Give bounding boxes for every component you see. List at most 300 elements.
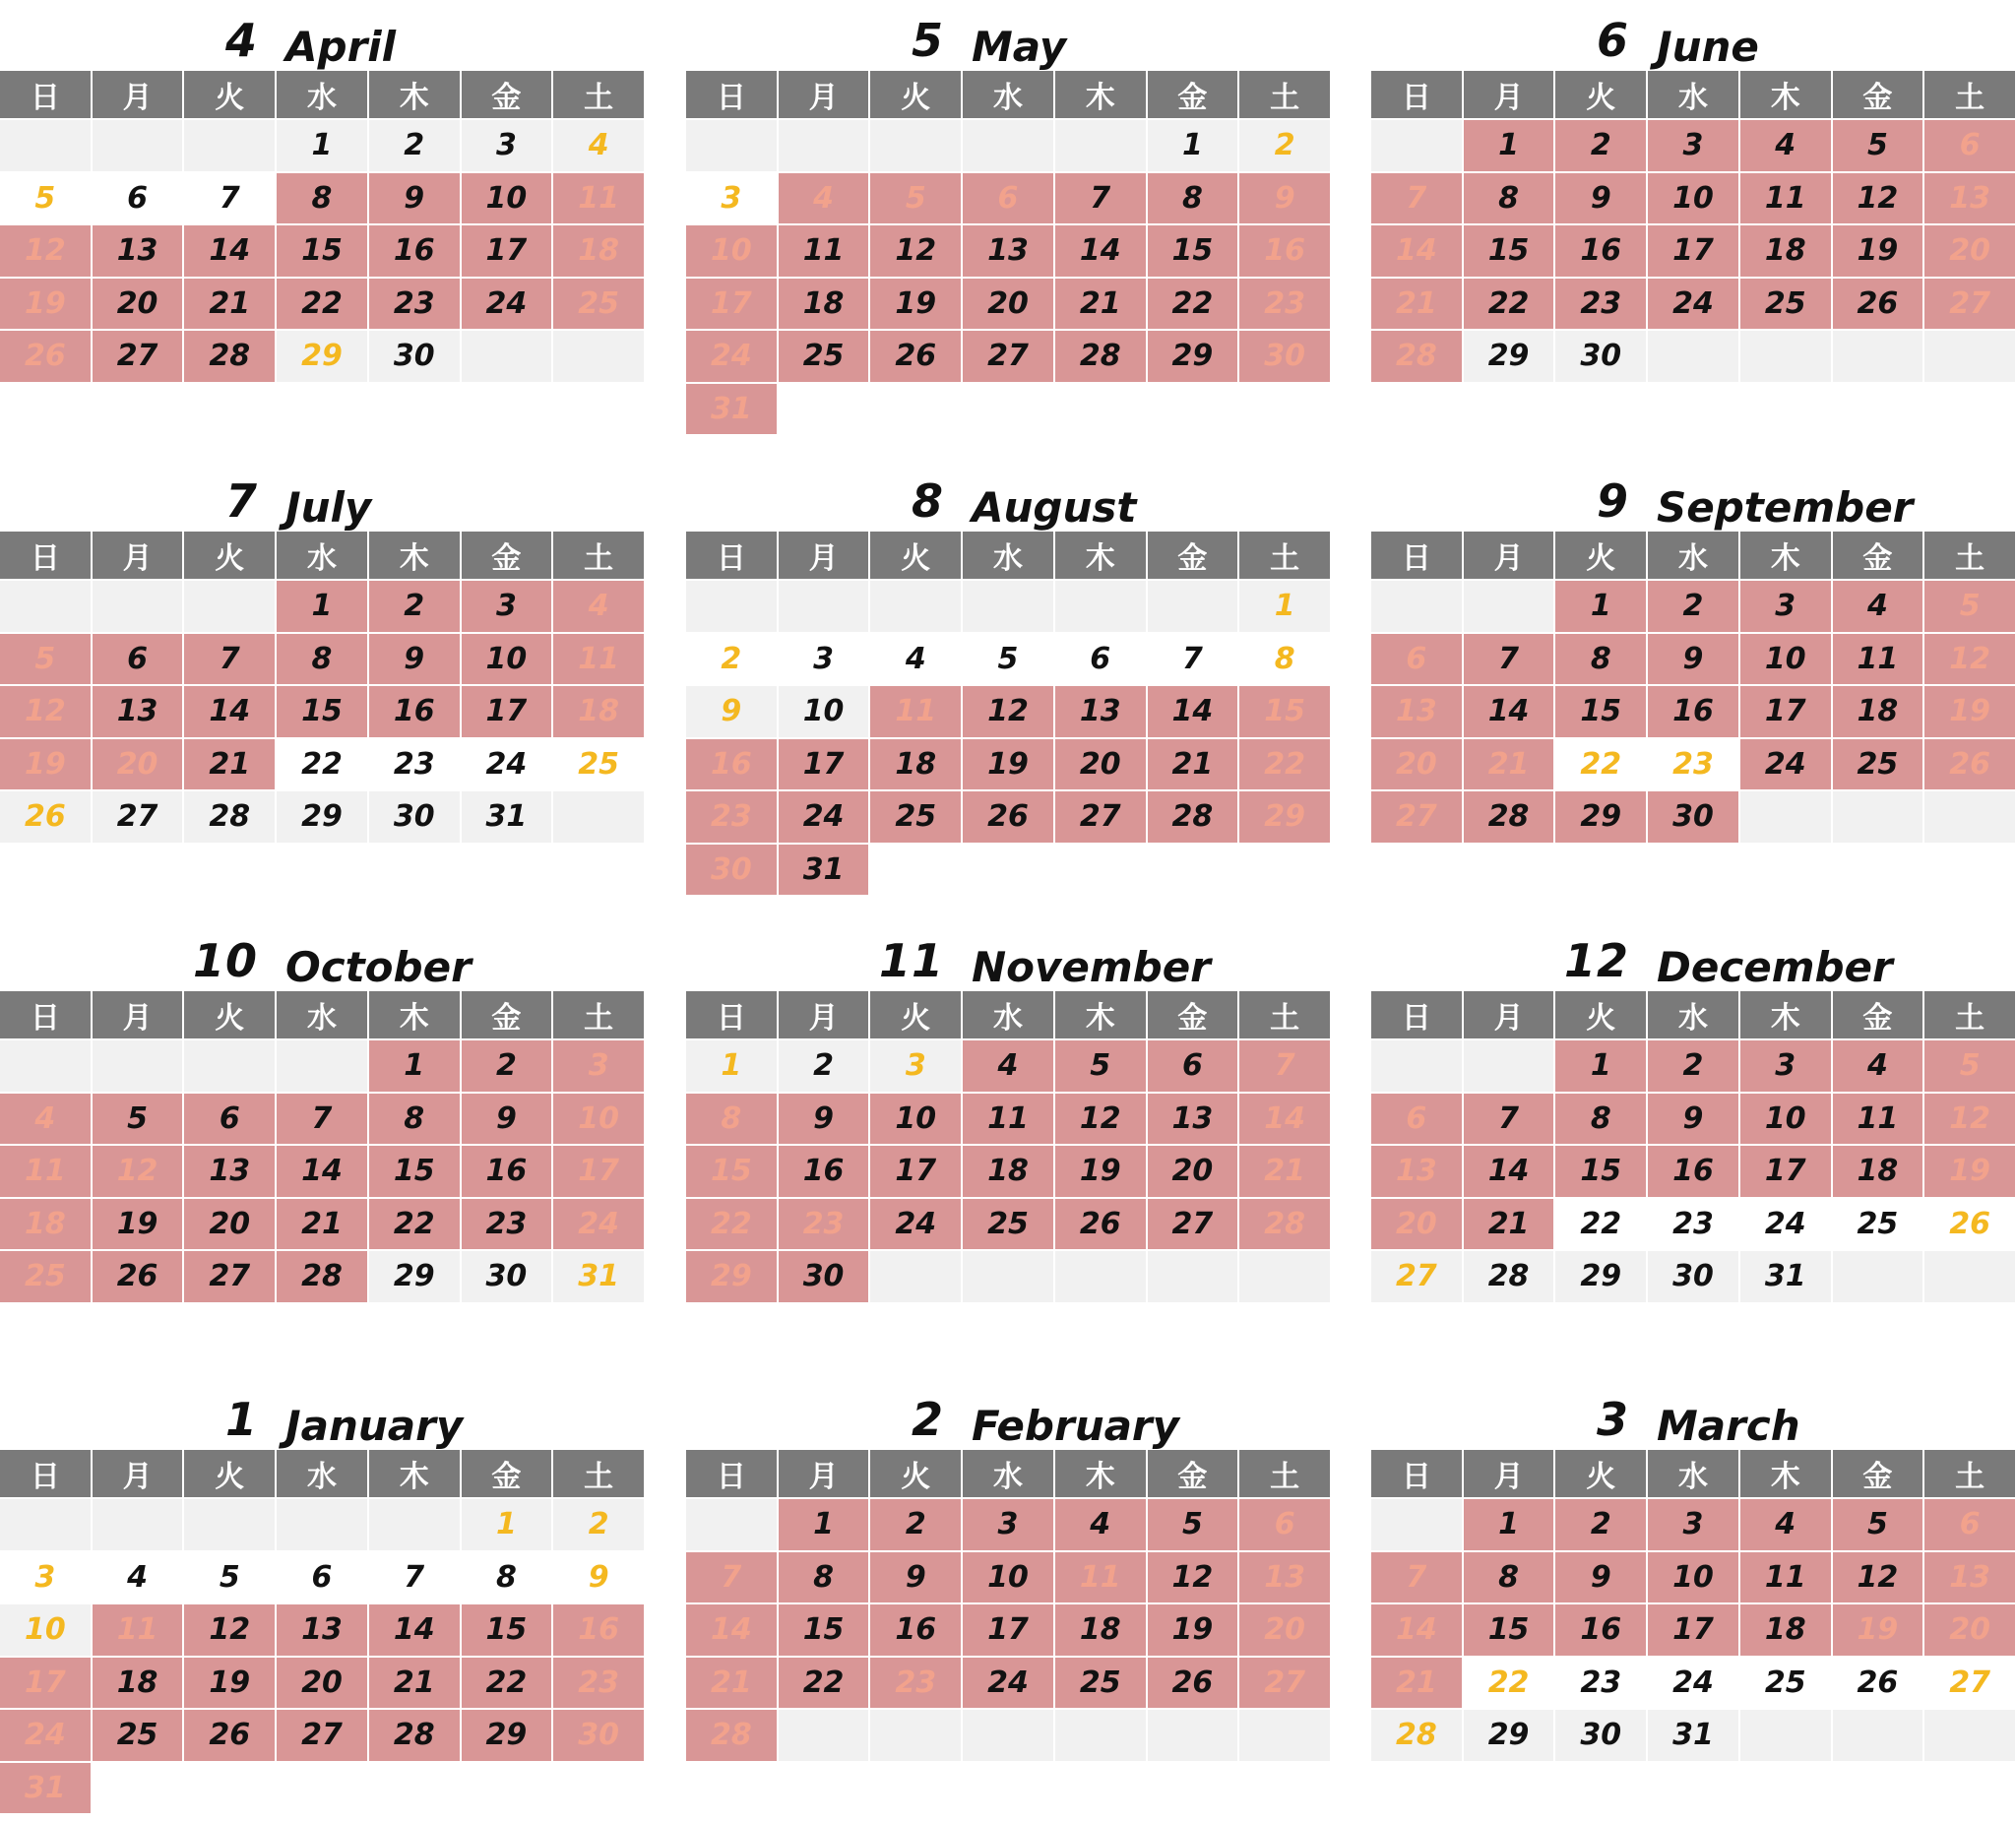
day-cell: 24 — [1740, 739, 1831, 790]
empty-cell — [93, 1499, 183, 1550]
empty-cell — [553, 791, 644, 843]
empty-cell — [963, 581, 1053, 632]
day-cell: 18 — [779, 279, 869, 330]
day-cell: 14 — [1371, 1604, 1462, 1656]
day-cell: 12 — [963, 686, 1053, 737]
empty-cell — [870, 845, 961, 896]
day-cell: 28 — [184, 791, 275, 843]
day-cell: 22 — [277, 739, 367, 790]
day-cell: 1 — [1464, 1499, 1554, 1550]
day-cell: 3 — [686, 173, 777, 224]
day-cell: 23 — [686, 791, 777, 843]
day-cell: 18 — [1740, 1604, 1831, 1656]
weekday-header: 木 — [1055, 532, 1146, 579]
day-cell: 1 — [1239, 581, 1330, 632]
weekday-header: 日 — [0, 532, 91, 579]
day-cell: 1 — [1148, 120, 1238, 171]
month-april — [0, 0, 644, 434]
weekday-header: 月 — [779, 991, 869, 1038]
day-cell: 29 — [1464, 1710, 1554, 1761]
day-cell: 15 — [1555, 686, 1646, 737]
weekday-header: 木 — [369, 991, 460, 1038]
month-november — [686, 920, 1330, 1354]
empty-cell — [1148, 1710, 1238, 1761]
day-cell: 17 — [1648, 225, 1738, 277]
day-cell: 4 — [1833, 1040, 1923, 1092]
empty-cell — [870, 120, 961, 171]
month-grid — [686, 532, 1330, 895]
month-march — [1371, 1379, 2015, 1813]
empty-cell — [1648, 384, 1738, 435]
empty-cell — [686, 1499, 777, 1550]
day-cell: 10 — [462, 173, 552, 224]
day-cell: 30 — [369, 791, 460, 843]
day-cell: 2 — [553, 1499, 644, 1550]
month-title — [0, 0, 644, 71]
day-cell: 26 — [963, 791, 1053, 843]
day-cell: 4 — [870, 634, 961, 685]
day-cell: 8 — [369, 1094, 460, 1145]
weekday-header: 金 — [462, 532, 552, 579]
day-cell: 11 — [1833, 1094, 1923, 1145]
empty-cell — [686, 1763, 777, 1814]
day-cell: 21 — [686, 1658, 777, 1709]
day-cell: 20 — [277, 1658, 367, 1709]
day-cell: 10 — [779, 686, 869, 737]
day-cell: 14 — [184, 686, 275, 737]
empty-cell — [870, 384, 961, 435]
day-cell: 22 — [1239, 739, 1330, 790]
month-february — [686, 1379, 1330, 1813]
empty-cell — [369, 384, 460, 435]
empty-cell — [277, 1304, 367, 1355]
empty-cell — [462, 1763, 552, 1814]
day-cell: 7 — [686, 1552, 777, 1603]
weekday-header: 日 — [686, 1450, 777, 1497]
day-cell: 22 — [1464, 1658, 1554, 1709]
weekday-header: 金 — [462, 1450, 552, 1497]
weekday-header: 木 — [369, 532, 460, 579]
day-cell: 20 — [93, 739, 183, 790]
day-cell: 1 — [1464, 120, 1554, 171]
empty-cell — [553, 384, 644, 435]
month-name: January — [285, 1402, 464, 1450]
month-name: June — [1657, 23, 1759, 71]
day-cell: 12 — [1833, 173, 1923, 224]
empty-cell — [1555, 384, 1646, 435]
empty-cell — [1555, 1763, 1646, 1814]
empty-cell — [184, 1040, 275, 1092]
day-cell: 22 — [686, 1199, 777, 1250]
day-cell: 25 — [553, 279, 644, 330]
day-cell: 9 — [1648, 634, 1738, 685]
empty-cell — [93, 1763, 183, 1814]
weekday-header: 土 — [1239, 71, 1330, 118]
month-grid — [0, 991, 644, 1354]
weekday-header: 火 — [870, 71, 961, 118]
day-cell: 5 — [1148, 1499, 1238, 1550]
day-cell: 24 — [553, 1199, 644, 1250]
day-cell: 26 — [93, 1251, 183, 1302]
day-cell: 2 — [369, 120, 460, 171]
day-cell: 15 — [1239, 686, 1330, 737]
weekday-header: 日 — [686, 532, 777, 579]
day-cell: 18 — [1055, 1604, 1146, 1656]
day-cell: 25 — [1833, 739, 1923, 790]
day-cell: 8 — [277, 173, 367, 224]
day-cell: 13 — [1055, 686, 1146, 737]
empty-cell — [93, 384, 183, 435]
day-cell: 21 — [1371, 1658, 1462, 1709]
day-cell: 4 — [553, 120, 644, 171]
empty-cell — [1833, 1710, 1923, 1761]
day-cell: 3 — [779, 634, 869, 685]
month-number: 11 — [878, 934, 944, 987]
month-number: 7 — [224, 474, 258, 528]
day-cell: 4 — [1740, 120, 1831, 171]
day-cell: 3 — [553, 1040, 644, 1092]
empty-cell — [1055, 581, 1146, 632]
day-cell: 17 — [686, 279, 777, 330]
month-title — [686, 1379, 1330, 1450]
weekday-header: 金 — [462, 991, 552, 1038]
month-title — [1371, 461, 2015, 532]
day-cell: 28 — [1148, 791, 1238, 843]
weekday-header: 月 — [779, 1450, 869, 1497]
weekday-header: 土 — [1924, 71, 2015, 118]
empty-cell — [686, 581, 777, 632]
empty-cell — [277, 384, 367, 435]
day-cell: 29 — [1555, 791, 1646, 843]
empty-cell — [1464, 845, 1554, 896]
day-cell: 31 — [462, 791, 552, 843]
weekday-header: 水 — [963, 991, 1053, 1038]
day-cell: 10 — [462, 634, 552, 685]
empty-cell — [779, 384, 869, 435]
empty-cell — [1371, 1763, 1462, 1814]
day-cell: 20 — [1371, 739, 1462, 790]
weekday-header: 日 — [0, 991, 91, 1038]
empty-cell — [1371, 581, 1462, 632]
weekday-header: 金 — [1148, 1450, 1238, 1497]
day-cell: 21 — [184, 739, 275, 790]
weekday-header: 土 — [1239, 991, 1330, 1038]
day-cell: 10 — [870, 1094, 961, 1145]
day-cell: 17 — [462, 225, 552, 277]
day-cell: 5 — [1833, 1499, 1923, 1550]
day-cell: 18 — [1833, 1146, 1923, 1197]
empty-cell — [1924, 331, 2015, 382]
weekday-header: 火 — [870, 532, 961, 579]
weekday-header: 水 — [277, 991, 367, 1038]
day-cell: 5 — [184, 1552, 275, 1603]
empty-cell — [1371, 1304, 1462, 1355]
empty-cell — [277, 845, 367, 896]
day-cell: 17 — [1740, 686, 1831, 737]
day-cell: 8 — [1555, 1094, 1646, 1145]
day-cell: 5 — [963, 634, 1053, 685]
day-cell: 13 — [963, 225, 1053, 277]
empty-cell — [1371, 1040, 1462, 1092]
day-cell: 20 — [1924, 1604, 2015, 1656]
day-cell: 1 — [686, 1040, 777, 1092]
day-cell: 20 — [963, 279, 1053, 330]
empty-cell — [1055, 1710, 1146, 1761]
weekday-header: 金 — [1833, 71, 1923, 118]
weekday-header: 月 — [1464, 991, 1554, 1038]
day-cell: 10 — [553, 1094, 644, 1145]
day-cell: 16 — [1239, 225, 1330, 277]
day-cell: 19 — [1833, 1604, 1923, 1656]
day-cell: 4 — [1740, 1499, 1831, 1550]
day-cell: 7 — [1148, 634, 1238, 685]
day-cell: 13 — [1924, 1552, 2015, 1603]
day-cell: 22 — [1464, 279, 1554, 330]
empty-cell — [1055, 1763, 1146, 1814]
empty-cell — [0, 845, 91, 896]
day-cell: 26 — [1055, 1199, 1146, 1250]
day-cell: 31 — [553, 1251, 644, 1302]
day-cell: 15 — [462, 1604, 552, 1656]
empty-cell — [1239, 845, 1330, 896]
day-cell: 11 — [0, 1146, 91, 1197]
empty-cell — [93, 1304, 183, 1355]
day-cell: 4 — [963, 1040, 1053, 1092]
empty-cell — [553, 1763, 644, 1814]
empty-cell — [277, 1499, 367, 1550]
day-cell: 1 — [369, 1040, 460, 1092]
day-cell: 19 — [0, 739, 91, 790]
day-cell: 28 — [1371, 1710, 1462, 1761]
weekday-header: 日 — [1371, 1450, 1462, 1497]
empty-cell — [963, 1710, 1053, 1761]
month-grid — [686, 71, 1330, 434]
day-cell: 24 — [1740, 1199, 1831, 1250]
weekday-header: 木 — [369, 1450, 460, 1497]
day-cell: 14 — [1148, 686, 1238, 737]
day-cell: 8 — [686, 1094, 777, 1145]
day-cell: 28 — [1371, 331, 1462, 382]
empty-cell — [870, 581, 961, 632]
empty-cell — [963, 1251, 1053, 1302]
month-name: December — [1657, 943, 1893, 991]
day-cell: 9 — [1555, 1552, 1646, 1603]
day-cell: 25 — [779, 331, 869, 382]
month-title — [1371, 1379, 2015, 1450]
day-cell: 2 — [779, 1040, 869, 1092]
day-cell: 21 — [1239, 1146, 1330, 1197]
day-cell: 15 — [779, 1604, 869, 1656]
weekday-header: 火 — [184, 991, 275, 1038]
empty-cell — [1924, 384, 2015, 435]
day-cell: 1 — [277, 581, 367, 632]
month-title — [1371, 0, 2015, 71]
empty-cell — [963, 120, 1053, 171]
weekday-header: 月 — [779, 532, 869, 579]
weekday-header: 水 — [1648, 1450, 1738, 1497]
day-cell: 21 — [1464, 739, 1554, 790]
empty-cell — [1464, 1304, 1554, 1355]
month-title — [686, 920, 1330, 991]
empty-cell — [1239, 1304, 1330, 1355]
day-cell: 12 — [1055, 1094, 1146, 1145]
empty-cell — [277, 1763, 367, 1814]
empty-cell — [462, 384, 552, 435]
day-cell: 8 — [1464, 1552, 1554, 1603]
empty-cell — [462, 845, 552, 896]
day-cell: 18 — [93, 1658, 183, 1709]
empty-cell — [1833, 331, 1923, 382]
month-name: April — [285, 23, 397, 71]
weekday-header: 日 — [1371, 71, 1462, 118]
empty-cell — [1648, 845, 1738, 896]
day-cell: 28 — [277, 1251, 367, 1302]
day-cell: 25 — [1833, 1199, 1923, 1250]
weekday-header: 土 — [553, 991, 644, 1038]
day-cell: 26 — [1833, 279, 1923, 330]
weekday-header: 水 — [963, 71, 1053, 118]
day-cell: 10 — [0, 1604, 91, 1656]
day-cell: 2 — [1239, 120, 1330, 171]
weekday-header: 日 — [0, 1450, 91, 1497]
empty-cell — [184, 1763, 275, 1814]
day-cell: 11 — [1833, 634, 1923, 685]
month-number: 9 — [1596, 474, 1629, 528]
empty-cell — [277, 1040, 367, 1092]
weekday-header: 金 — [1148, 532, 1238, 579]
month-number: 1 — [224, 1393, 258, 1446]
day-cell: 8 — [277, 634, 367, 685]
empty-cell — [1464, 384, 1554, 435]
day-cell: 17 — [0, 1658, 91, 1709]
empty-cell — [1371, 845, 1462, 896]
day-cell: 9 — [369, 173, 460, 224]
empty-cell — [870, 1251, 961, 1302]
month-name: March — [1657, 1402, 1800, 1450]
empty-cell — [0, 1304, 91, 1355]
day-cell: 14 — [1239, 1094, 1330, 1145]
weekday-header: 土 — [1239, 532, 1330, 579]
weekday-header: 金 — [1148, 71, 1238, 118]
day-cell: 30 — [369, 331, 460, 382]
month-grid — [0, 1450, 644, 1813]
day-cell: 16 — [1648, 1146, 1738, 1197]
day-cell: 12 — [184, 1604, 275, 1656]
empty-cell — [1555, 1304, 1646, 1355]
day-cell: 23 — [369, 739, 460, 790]
day-cell: 24 — [686, 331, 777, 382]
empty-cell — [1148, 384, 1238, 435]
day-cell: 31 — [1648, 1710, 1738, 1761]
empty-cell — [1148, 1304, 1238, 1355]
month-august — [686, 461, 1330, 895]
day-cell: 7 — [1239, 1040, 1330, 1092]
day-cell: 9 — [553, 1552, 644, 1603]
day-cell: 2 — [1555, 1499, 1646, 1550]
day-cell: 25 — [1055, 1658, 1146, 1709]
month-grid — [1371, 1450, 2015, 1813]
day-cell: 11 — [1740, 173, 1831, 224]
day-cell: 30 — [1239, 331, 1330, 382]
day-cell: 16 — [779, 1146, 869, 1197]
day-cell: 30 — [1648, 1251, 1738, 1302]
month-number: 2 — [911, 1393, 944, 1446]
day-cell: 10 — [963, 1552, 1053, 1603]
weekday-header: 水 — [963, 1450, 1053, 1497]
day-cell: 29 — [369, 1251, 460, 1302]
day-cell: 14 — [686, 1604, 777, 1656]
day-cell: 20 — [1239, 1604, 1330, 1656]
day-cell: 27 — [1924, 1658, 2015, 1709]
day-cell: 4 — [553, 581, 644, 632]
day-cell: 24 — [779, 791, 869, 843]
day-cell: 5 — [1924, 581, 2015, 632]
month-may — [686, 0, 1330, 434]
day-cell: 17 — [963, 1604, 1053, 1656]
empty-cell — [870, 1763, 961, 1814]
empty-cell — [0, 581, 91, 632]
day-cell: 3 — [0, 1552, 91, 1603]
day-cell: 28 — [184, 331, 275, 382]
day-cell: 20 — [1924, 225, 2015, 277]
day-cell: 14 — [1371, 225, 1462, 277]
day-cell: 25 — [1740, 1658, 1831, 1709]
day-cell: 5 — [1924, 1040, 2015, 1092]
day-cell: 4 — [93, 1552, 183, 1603]
day-cell: 16 — [553, 1604, 644, 1656]
day-cell: 20 — [1371, 1199, 1462, 1250]
empty-cell — [779, 120, 869, 171]
month-title — [0, 1379, 644, 1450]
day-cell: 29 — [277, 791, 367, 843]
weekday-header: 木 — [1055, 1450, 1146, 1497]
day-cell: 18 — [870, 739, 961, 790]
month-number: 5 — [911, 14, 944, 67]
day-cell: 2 — [1555, 120, 1646, 171]
weekday-header: 月 — [93, 71, 183, 118]
day-cell: 24 — [0, 1710, 91, 1761]
month-grid — [686, 1450, 1330, 1813]
empty-cell — [686, 1304, 777, 1355]
day-cell: 30 — [779, 1251, 869, 1302]
day-cell: 27 — [184, 1251, 275, 1302]
empty-cell — [0, 120, 91, 171]
day-cell: 6 — [277, 1552, 367, 1603]
day-cell: 15 — [1464, 225, 1554, 277]
empty-cell — [1924, 1763, 2015, 1814]
day-cell: 11 — [779, 225, 869, 277]
weekday-header: 水 — [277, 532, 367, 579]
day-cell: 2 — [686, 634, 777, 685]
month-january — [0, 1379, 644, 1813]
day-cell: 10 — [1740, 634, 1831, 685]
day-cell: 12 — [870, 225, 961, 277]
empty-cell — [1833, 791, 1923, 843]
day-cell: 23 — [870, 1658, 961, 1709]
day-cell: 21 — [277, 1199, 367, 1250]
empty-cell — [93, 581, 183, 632]
day-cell: 7 — [1464, 634, 1554, 685]
empty-cell — [1740, 791, 1831, 843]
empty-cell — [1239, 1251, 1330, 1302]
month-july — [0, 461, 644, 895]
day-cell: 3 — [1648, 120, 1738, 171]
day-cell: 19 — [1148, 1604, 1238, 1656]
day-cell: 18 — [553, 686, 644, 737]
day-cell: 27 — [1239, 1658, 1330, 1709]
empty-cell — [1833, 1763, 1923, 1814]
empty-cell — [1924, 791, 2015, 843]
